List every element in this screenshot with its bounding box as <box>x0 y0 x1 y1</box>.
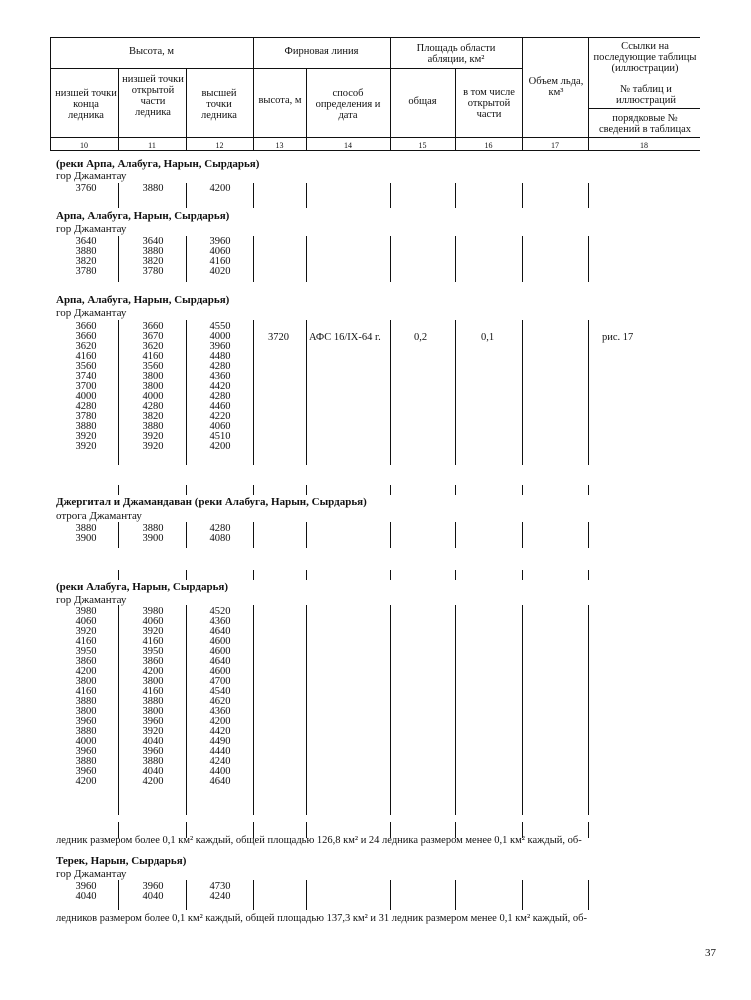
column-tick-45 <box>455 570 456 580</box>
column-tick-30 <box>522 485 523 495</box>
column-tick-25 <box>186 485 187 495</box>
section-3-col13: 3720 <box>268 332 289 343</box>
column-tick-52 <box>390 605 391 815</box>
header-vline-5 <box>390 37 391 150</box>
section-3-subtitle: гор Джамантау <box>56 307 127 319</box>
summary-note-2: ледников размером более 0,1 км² каждый, общей площадью 137,3 км² и 31 ледник размером менее 0,1 км² каждый, об- <box>56 913 587 924</box>
col18a-header: № таблиц и иллюстраций <box>615 84 677 106</box>
section-1-col12: 4200 <box>209 183 231 194</box>
section-4-title: Джергитал и Джамандаван (реки Алабуга, Нарын, Сырдарья) <box>56 496 367 508</box>
section-3-title: Арпа, Алабуга, Нарын, Сырдарья) <box>56 294 230 306</box>
column-tick-2 <box>253 183 254 208</box>
column-tick-38 <box>522 522 523 548</box>
column-tick-17 <box>186 320 187 465</box>
height-group-header: Высота, м <box>128 46 175 57</box>
section-2-title: Арпа, Алабуга, Нарын, Сырдарья) <box>56 210 230 222</box>
section-3-col16: 0,1 <box>481 332 495 343</box>
column-tick-71 <box>588 880 589 910</box>
header-mid-rule-firn <box>253 68 390 69</box>
column-tick-63 <box>588 822 589 838</box>
section-2-col11: 3640 3880 3820 3780 <box>142 236 164 277</box>
column-tick-5 <box>455 183 456 208</box>
section-6-col12: 4730 4240 <box>209 881 231 902</box>
column-tick-32 <box>118 522 119 548</box>
col-number-14: 14 <box>344 141 352 150</box>
header-vline-2 <box>186 68 187 150</box>
header-number-rule <box>50 137 700 138</box>
column-tick-67 <box>306 880 307 910</box>
column-tick-40 <box>118 570 119 580</box>
col-number-10: 10 <box>80 141 88 150</box>
column-tick-54 <box>522 605 523 815</box>
column-tick-4 <box>390 183 391 208</box>
section-1-title: (реки Арпа, Алабуга, Нарын, Сырдарья) <box>56 158 260 170</box>
column-tick-44 <box>390 570 391 580</box>
column-tick-16 <box>118 320 119 465</box>
column-tick-10 <box>253 236 254 282</box>
col11-header: низшей точки открытой части ледника <box>122 74 184 118</box>
section-2-subtitle: гор Джамантау <box>56 223 127 235</box>
header-vline-6 <box>455 68 456 150</box>
column-tick-31 <box>588 485 589 495</box>
section-5-col10: 3980 4060 3920 4160 3950 3860 4200 3800 4160 3880 3800 3960 3880 4000 3960 3880 3960 4200 <box>75 606 97 787</box>
col10-header: низшей точки конца ледника <box>55 88 117 121</box>
page-number: 37 <box>705 947 716 959</box>
column-tick-68 <box>390 880 391 910</box>
section-2-col10: 3640 3880 3820 3780 <box>75 236 97 277</box>
column-tick-48 <box>118 605 119 815</box>
column-tick-3 <box>306 183 307 208</box>
col12-header: высшей точки ледника <box>201 88 237 121</box>
column-tick-60 <box>390 822 391 838</box>
column-tick-57 <box>186 822 187 838</box>
column-tick-51 <box>306 605 307 815</box>
col14-header: способ определения и дата <box>315 88 381 121</box>
section-4-subtitle: отрога Джамантау <box>56 510 142 522</box>
column-tick-15 <box>588 236 589 282</box>
section-3-col14: АФС 16/IX-64 г. <box>309 332 381 343</box>
section-4-col10: 3880 3900 <box>75 523 97 544</box>
column-tick-58 <box>253 822 254 838</box>
column-tick-1 <box>186 183 187 208</box>
header-vline-7 <box>522 37 523 150</box>
section-1-col11: 3880 <box>142 183 164 194</box>
column-tick-70 <box>522 880 523 910</box>
column-tick-55 <box>588 605 589 815</box>
area-group-header: Площадь области абляции, км² <box>416 43 496 65</box>
header-vline-8 <box>588 37 589 150</box>
refs-group-header: Ссылки на последующие таблицы (иллюстрации) <box>593 41 697 74</box>
section-3-col11: 3660 3670 3620 4160 3560 3800 3800 4000 4280 3820 3880 3920 3920 <box>142 321 164 452</box>
col18b-header: порядковые № сведений в таблицах <box>599 113 691 135</box>
header-mid-rule-area <box>390 68 522 69</box>
section-5-subtitle: гор Джамантау <box>56 594 127 606</box>
section-3-col12: 4550 4000 3960 4480 4280 4360 4420 4280 4460 4220 4060 4510 4200 <box>209 321 231 452</box>
column-tick-28 <box>390 485 391 495</box>
column-tick-9 <box>186 236 187 282</box>
column-tick-22 <box>522 320 523 465</box>
column-tick-13 <box>455 236 456 282</box>
section-6-col11: 3960 4040 <box>142 881 164 902</box>
column-tick-6 <box>522 183 523 208</box>
section-3-col10: 3660 3660 3620 4160 3560 3740 3700 4000 4280 3780 3880 3920 3920 <box>75 321 97 452</box>
col17-header: Объем льда, км³ <box>528 76 584 98</box>
section-6-title: Терек, Нарын, Сырдарья) <box>56 855 187 867</box>
column-tick-53 <box>455 605 456 815</box>
column-tick-47 <box>588 570 589 580</box>
column-tick-0 <box>118 183 119 208</box>
column-tick-59 <box>306 822 307 838</box>
column-tick-41 <box>186 570 187 580</box>
section-1-col10: 3760 <box>75 183 97 194</box>
header-top-rule <box>50 37 700 38</box>
section-2-col12: 3960 4060 4160 4020 <box>209 236 231 277</box>
column-tick-61 <box>455 822 456 838</box>
column-tick-39 <box>588 522 589 548</box>
column-tick-8 <box>118 236 119 282</box>
col-number-15: 15 <box>418 141 427 150</box>
column-tick-23 <box>588 320 589 465</box>
column-tick-11 <box>306 236 307 282</box>
col13-header: высота, м <box>258 95 302 106</box>
section-1-subtitle: гор Джамантау <box>56 170 127 182</box>
column-tick-42 <box>253 570 254 580</box>
header-mid-rule-refs <box>588 108 700 109</box>
column-tick-35 <box>306 522 307 548</box>
column-tick-64 <box>118 880 119 910</box>
column-tick-24 <box>118 485 119 495</box>
col-number-11: 11 <box>148 141 156 150</box>
column-tick-14 <box>522 236 523 282</box>
column-tick-12 <box>390 236 391 282</box>
column-tick-29 <box>455 485 456 495</box>
section-5-col11: 3980 4060 3920 4160 3950 3860 4200 3800 4160 3880 3800 3960 3920 4040 3960 3880 4040 4200 <box>142 606 164 787</box>
column-tick-33 <box>186 522 187 548</box>
section-6-col10: 3960 4040 <box>75 881 97 902</box>
col-number-12: 12 <box>215 141 224 150</box>
section-6-subtitle: гор Джамантау <box>56 868 127 880</box>
column-tick-50 <box>253 605 254 815</box>
header-bottom-rule <box>50 150 700 151</box>
column-tick-69 <box>455 880 456 910</box>
col15-header: общая <box>408 96 437 107</box>
column-tick-46 <box>522 570 523 580</box>
column-tick-21 <box>455 320 456 465</box>
column-tick-36 <box>390 522 391 548</box>
summary-note-1: ледник размером более 0,1 км² каждый, общей площадью 126,8 км² и 24 ледника размером менее 0,1 км² каждый, об- <box>56 835 582 846</box>
column-tick-49 <box>186 605 187 815</box>
column-tick-19 <box>306 320 307 465</box>
col-number-13: 13 <box>275 141 284 150</box>
column-tick-18 <box>253 320 254 465</box>
col-number-16: 16 <box>484 141 493 150</box>
column-tick-7 <box>588 183 589 208</box>
col-number-17: 17 <box>551 141 559 150</box>
column-tick-27 <box>306 485 307 495</box>
column-tick-62 <box>522 822 523 838</box>
col16-header: в том числе открытой части <box>463 87 515 120</box>
header-vline-1 <box>118 68 119 150</box>
col-number-18: 18 <box>640 141 648 150</box>
section-3-col18: рис. 17 <box>602 332 634 343</box>
section-4-col12: 4280 4080 <box>209 523 231 544</box>
section-5-title: (реки Алабуга, Нарын, Сырдарья) <box>56 581 228 593</box>
column-tick-65 <box>186 880 187 910</box>
section-4-col11: 3880 3900 <box>142 523 164 544</box>
column-tick-43 <box>306 570 307 580</box>
section-3-col15: 0,2 <box>414 332 428 343</box>
section-5-col12: 4520 4360 4640 4600 4600 4640 4600 4700 4540 4620 4360 4200 4420 4490 4440 4240 4400 4640 <box>209 606 231 787</box>
column-tick-20 <box>390 320 391 465</box>
column-tick-66 <box>253 880 254 910</box>
column-tick-56 <box>118 822 119 838</box>
header-vline-4 <box>306 68 307 150</box>
column-tick-26 <box>253 485 254 495</box>
firn-group-header: Фирновая линия <box>284 46 359 57</box>
header-mid-rule-height <box>50 68 253 69</box>
column-tick-34 <box>253 522 254 548</box>
column-tick-37 <box>455 522 456 548</box>
